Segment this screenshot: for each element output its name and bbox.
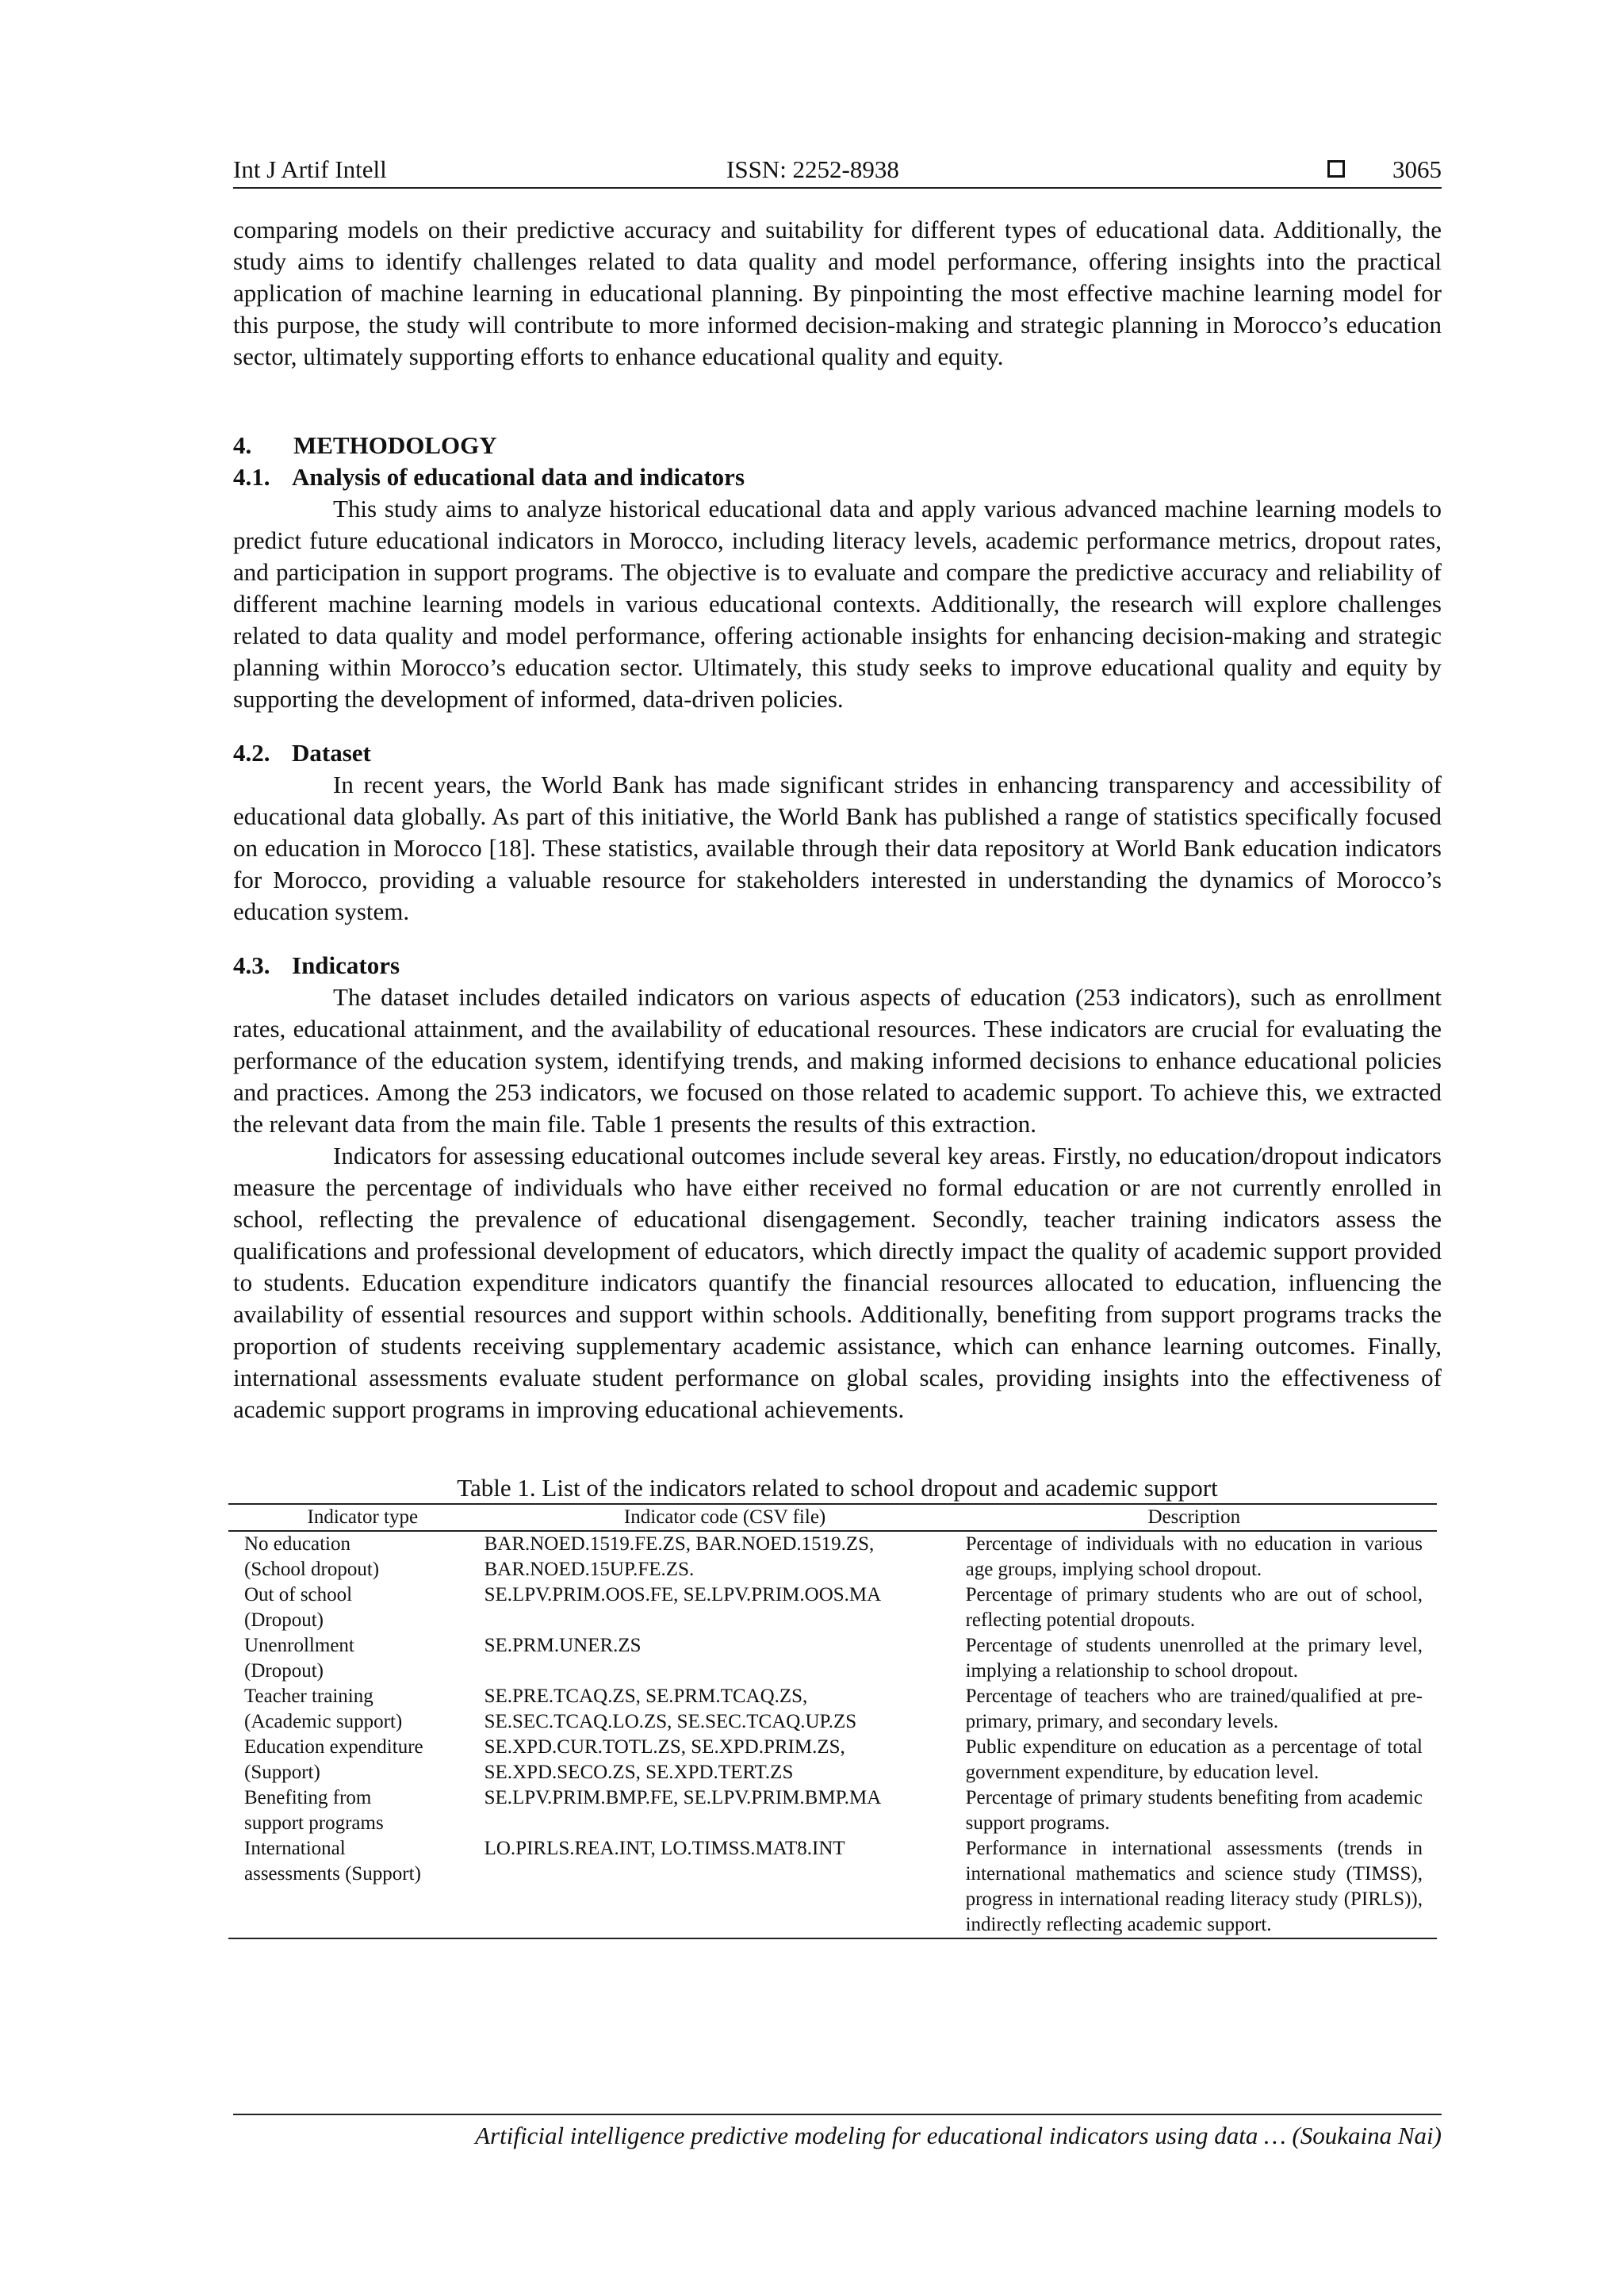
- column-header: Indicator type: [228, 1504, 481, 1531]
- paper-page: [233, 151, 1442, 1939]
- cell-line: (Dropout): [244, 1660, 324, 1682]
- section-number: 4.: [233, 431, 252, 459]
- indicators-table: [228, 1503, 1437, 1939]
- indicator-type-cell: [228, 1582, 481, 1633]
- table-row: [228, 1531, 1437, 1582]
- indicator-code-cell: [481, 1633, 966, 1684]
- subsection-number: 4.3.: [233, 951, 270, 979]
- description-cell: Percentage of primary students who are out of school, reflecting potential dropouts.: [965, 1584, 1423, 1631]
- indicator-code-cell: [481, 1582, 966, 1633]
- cell-line: SE.PRE.TCAQ.ZS, SE.PRM.TCAQ.ZS,: [484, 1686, 808, 1707]
- indicator-code-cell: [481, 1785, 966, 1836]
- table-row: [228, 1836, 1437, 1938]
- cell-line: SE.LPV.PRIM.OOS.FE, SE.LPV.PRIM.OOS.MA: [484, 1584, 882, 1605]
- cell-line: (Support): [244, 1762, 320, 1783]
- cell-line: Teacher training: [244, 1686, 373, 1707]
- indicator-type-cell: [228, 1785, 481, 1836]
- column-header: Description: [966, 1504, 1437, 1531]
- section-title: METHODOLOGY: [293, 431, 497, 459]
- subsection-number: 4.1.: [233, 463, 270, 491]
- subsection-title: Indicators: [292, 951, 400, 979]
- column-header: Indicator code (CSV file): [481, 1504, 966, 1531]
- cell-line: support programs: [244, 1812, 384, 1834]
- subsection-heading: [233, 461, 1442, 493]
- cell-line: assessments (Support): [244, 1863, 421, 1885]
- table-row: [228, 1735, 1437, 1785]
- indicator-code-cell: [481, 1836, 966, 1938]
- subsection-number: 4.2.: [233, 739, 270, 767]
- body-paragraph: Indicators for assessing educational outcomes include several key areas. Firstly, no education/dropout indicators measure the percentage of individuals who have either received no formal education or are not currently enrolled in school, reflecting the prevalence of educational disengagement. Secondly, teacher training indicators assess the qualifications and professional development of educators, which directly impact the quality of academic support provided to students. Education expenditure indicators quantify the financial resources allocated to education, influencing the availability of essential resources and support within schools. Additionally, benefiting from support programs tracks the proportion of students receiving supplementary academic assistance, which can enhance learning outcomes. Finally, international assessments evaluate student performance on global scales, providing insights into the effectiveness of academic support programs in improving educational achievements.: [233, 1142, 1442, 1423]
- indicator-type-cell: [228, 1735, 481, 1785]
- subsection-heading: [233, 950, 1442, 982]
- cell-line: SE.XPD.CUR.TOTL.ZS, SE.XPD.PRIM.ZS,: [484, 1736, 845, 1758]
- subsection-title: Analysis of educational data and indicators: [292, 463, 745, 491]
- cell-line: (Dropout): [244, 1609, 324, 1631]
- subsection-title: Dataset: [292, 739, 371, 767]
- running-footer: Artificial intelligence predictive modeling for educational indicators using data … (Soukaina Nai): [233, 2114, 1442, 2150]
- intro-paragraph: comparing models on their predictive accuracy and suitability for different types of educational data. Additionally, the study aims to identify challenges related to data quality and model performance, offering insights into the practical application of machine learning in educational planning. By pinpointing the most effective machine learning model for this purpose, the study will contribute to more informed decision-making and strategic planning in Morocco’s education sector, ultimately supporting efforts to enhance educational quality and equity.: [233, 216, 1442, 370]
- indicator-code-cell: [481, 1684, 966, 1735]
- description-cell: Percentage of primary students benefiting from academic support programs.: [965, 1787, 1423, 1834]
- cell-line: SE.LPV.PRIM.BMP.FE, SE.LPV.PRIM.BMP.MA: [484, 1787, 882, 1808]
- indicator-type-cell: [228, 1684, 481, 1735]
- subsection-heading: [233, 737, 1442, 769]
- indicator-type-cell: [228, 1531, 481, 1582]
- cell-line: Unenrollment: [244, 1635, 354, 1656]
- table-header-row: [228, 1504, 1437, 1531]
- description-cell: Percentage of students unenrolled at the primary level, implying a relationship to school dropout.: [965, 1635, 1423, 1682]
- description-cell: Percentage of individuals with no education in various age groups, implying school dropout.: [965, 1533, 1423, 1580]
- table-row: [228, 1582, 1437, 1633]
- page-number: 3065: [1392, 155, 1442, 183]
- body-paragraph: In recent years, the World Bank has made significant strides in enhancing transparency and accessibility of educational data globally. As part of this initiative, the World Bank has published a range of statistics specifically focused on education in Morocco [18]. These statistics, available through their data repository at World Bank education indicators for Morocco, providing a valuable resource for stakeholders interested in understanding the dynamics of Morocco’s education system.: [233, 771, 1442, 925]
- cell-line: SE.XPD.SECO.ZS, SE.XPD.TERT.ZS: [484, 1762, 794, 1783]
- cell-line: International: [244, 1838, 346, 1859]
- description-cell: Public expenditure on education as a percentage of total government expenditure, by education level.: [965, 1736, 1423, 1783]
- issn: ISSN: 2252-8938: [726, 155, 899, 183]
- indicator-type-cell: [228, 1836, 481, 1938]
- cell-line: Education expenditure: [244, 1736, 423, 1758]
- cell-line: (School dropout): [244, 1559, 380, 1580]
- body-paragraph: The dataset includes detailed indicators on various aspects of education (253 indicators), such as enrollment rates, educational attainment, and the availability of educational resources. These indicators are crucial for evaluating the performance of the education system, identifying trends, and making informed decisions to enhance educational policies and practices. Among the 253 indicators, we focused on those related to academic support. To achieve this, we extracted the relevant data from the main file. Table 1 presents the results of this extraction.: [233, 983, 1442, 1138]
- body-paragraph: This study aims to analyze historical educational data and apply various advanced machine learning models to predict future educational indicators in Morocco, including literacy levels, academic performance metrics, dropout rates, and participation in support programs. The objective is to evaluate and compare the predictive accuracy and reliability of different machine learning models in various educational contexts. Additionally, the research will explore challenges related to data quality and model performance, offering actionable insights for enhancing decision-making and strategic planning within Morocco’s education sector. Ultimately, this study seeks to improve educational quality and equity by supporting the development of informed, data-driven policies.: [233, 495, 1442, 713]
- table-row: [228, 1785, 1437, 1836]
- cell-line: SE.SEC.TCAQ.LO.ZS, SE.SEC.TCAQ.UP.ZS: [484, 1711, 857, 1732]
- description-cell: Percentage of teachers who are trained/qualified at pre-primary, primary, and secondary levels.: [965, 1686, 1423, 1732]
- cell-line: (Academic support): [244, 1711, 403, 1732]
- table-row: [228, 1684, 1437, 1735]
- cell-line: BAR.NOED.15UP.FE.ZS.: [484, 1559, 695, 1580]
- table-body: [228, 1531, 1437, 1938]
- cell-line: SE.PRM.UNER.ZS: [484, 1635, 642, 1656]
- cell-line: No education: [244, 1533, 350, 1555]
- cell-line: LO.PIRLS.REA.INT, LO.TIMSS.MAT8.INT: [484, 1838, 845, 1859]
- running-header: [233, 151, 1442, 189]
- journal-name: Int J Artif Intell: [233, 155, 387, 183]
- table-row: [228, 1633, 1437, 1684]
- section-heading: [233, 430, 1442, 461]
- square-icon: [1327, 160, 1345, 178]
- table-caption: Table 1. List of the indicators related to school dropout and academic support: [457, 1474, 1218, 1502]
- description-cell: Performance in international assessments (trends in international mathematics and science study (TIMSS), progress in international reading literacy study (PIRLS)), indirectly reflecting academic support.: [966, 1836, 1437, 1938]
- cell-line: Benefiting from: [244, 1787, 372, 1808]
- indicator-code-cell: [481, 1735, 966, 1785]
- indicator-type-cell: [228, 1633, 481, 1684]
- cell-line: BAR.NOED.1519.FE.ZS, BAR.NOED.1519.ZS,: [484, 1533, 875, 1555]
- cell-line: Out of school: [244, 1584, 353, 1605]
- indicator-code-cell: [481, 1531, 966, 1582]
